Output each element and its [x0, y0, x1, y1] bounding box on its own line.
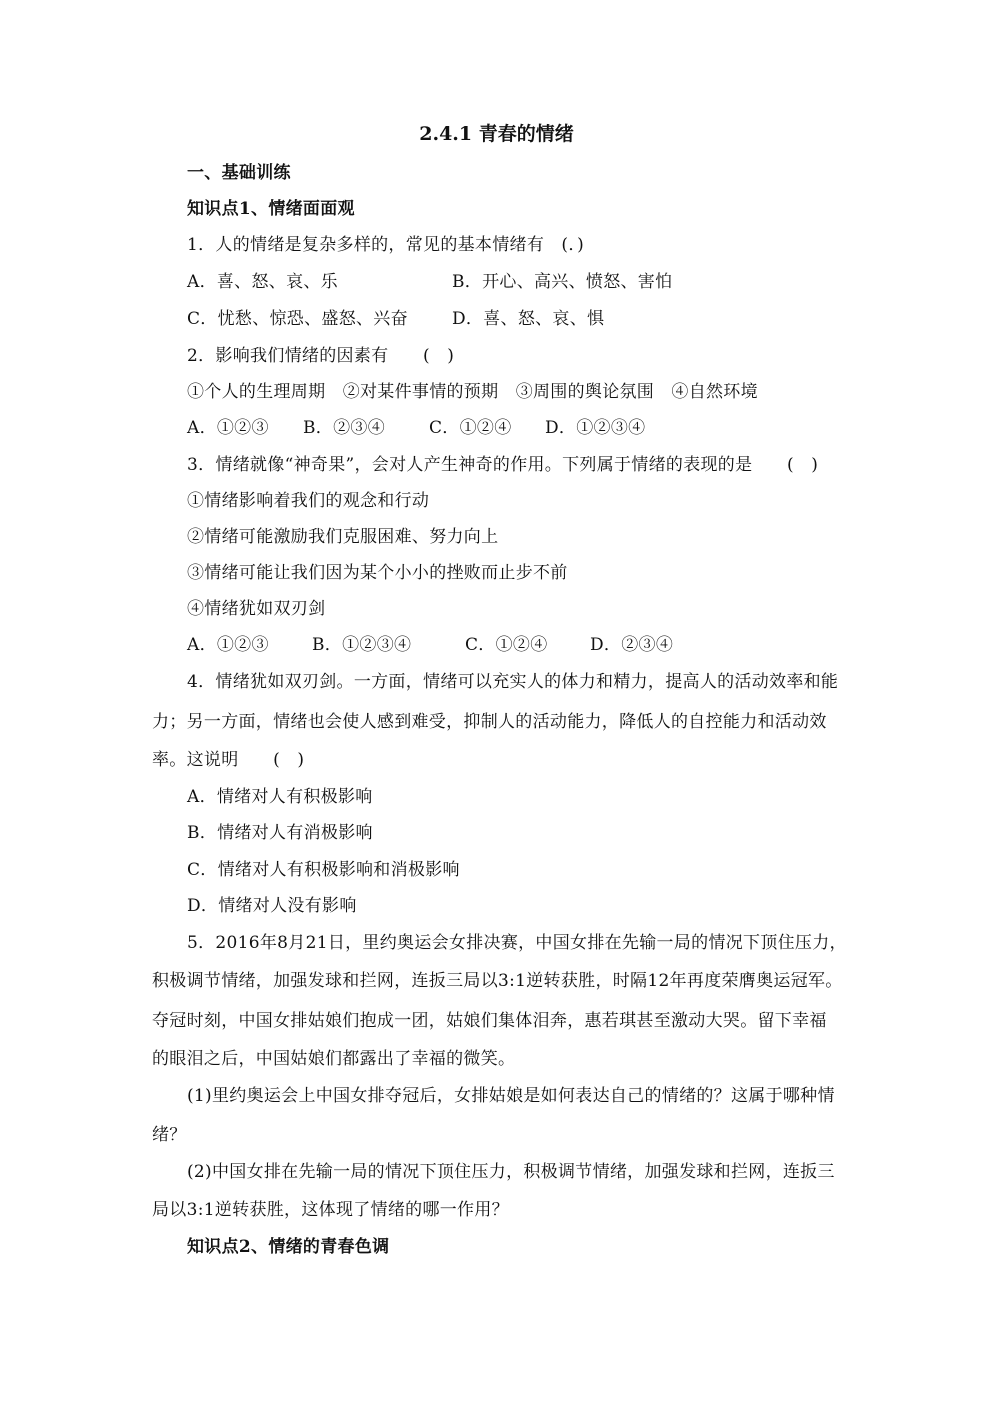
- question-2-stem: 2．影响我们情绪的因素有 ( ): [187, 346, 455, 366]
- knowledge-point-2-heading: 知识点2、情绪的青春色调: [187, 1237, 390, 1257]
- question-2-items: ①个人的生理周期 ②对某件事情的预期 ③周围的舆论氛围 ④自然环境: [187, 382, 758, 402]
- question-5-sub-1-line-1: (1)里约奥运会上中国女排夺冠后，女排姑娘是如何表达自己的情绪的？这属于哪种情: [187, 1086, 835, 1106]
- question-5-line-4: 的眼泪之后，中国姑娘们都露出了幸福的微笑。: [152, 1049, 516, 1069]
- question-3-option-d: D．②③④: [590, 635, 674, 655]
- question-5-sub-1-line-2: 绪？: [152, 1125, 187, 1145]
- question-5-line-2: 积极调节情绪，加强发球和拦网，连扳三局以3:1逆转获胜，时隔12年再度荣膺奥运冠军。: [152, 971, 843, 991]
- question-3-item-4: ④情绪犹如双刃剑: [187, 599, 326, 619]
- question-4-line-3: 率。这说明 ( ): [152, 750, 305, 770]
- question-3-item-1: ①情绪影响着我们的观念和行动: [187, 491, 430, 511]
- question-4-option-c: C．情绪对人有积极影响和消极影响: [187, 860, 460, 880]
- question-3-stem: 3．情绪就像“神奇果”，会对人产生神奇的作用。下列属于情绪的表现的是 ( ): [187, 455, 819, 475]
- question-1-option-b: B．开心、高兴、愤怒、害怕: [452, 272, 673, 292]
- question-3-item-3: ③情绪可能让我们因为某个小小的挫败而止步不前: [187, 563, 568, 583]
- question-2-option-c: C．①②④: [429, 418, 512, 438]
- question-1-option-c: C．忧愁、惊恐、盛怒、兴奋: [187, 309, 408, 329]
- question-5-sub-2-line-1: (2)中国女排在先输一局的情况下顶住压力，积极调节情绪，加强发球和拦网，连扳三: [187, 1162, 835, 1182]
- question-5-line-1: 5．2016年8月21日，里约奥运会女排决赛，中国女排在先输一局的情况下顶住压力，: [187, 933, 847, 953]
- question-3-item-2: ②情绪可能激励我们克服困难、努力向上: [187, 527, 499, 547]
- question-5-sub-2-line-2: 局以3:1逆转获胜，这体现了情绪的哪一作用？: [152, 1200, 509, 1220]
- page-title: 2.4.1 青春的情绪: [419, 123, 574, 145]
- question-2-option-d: D．①②③④: [545, 418, 646, 438]
- question-5-line-3: 夺冠时刻，中国女排姑娘们抱成一团，姑娘们集体泪奔，惠若琪甚至激动大哭。留下幸福: [152, 1011, 827, 1031]
- question-4-option-b: B．情绪对人有消极影响: [187, 823, 373, 843]
- question-4-line-2: 力；另一方面，情绪也会使人感到难受，抑制人的活动能力，降低人的自控能力和活动效: [152, 712, 827, 732]
- section-heading-basic-training: 一、基础训练: [187, 163, 291, 183]
- question-4-option-a: A．情绪对人有积极影响: [187, 787, 373, 807]
- question-3-option-c: C．①②④: [465, 635, 548, 655]
- knowledge-point-1-heading: 知识点1、情绪面面观: [187, 199, 355, 219]
- question-3-option-b: B．①②③④: [312, 635, 412, 655]
- question-2-option-a: A．①②③: [187, 418, 269, 438]
- question-1-stem: 1．人的情绪是复杂多样的，常见的基本情绪有 (．): [187, 235, 585, 255]
- question-1-option-a: A．喜、怒、哀、乐: [187, 272, 338, 292]
- question-4-line-1: 4．情绪犹如双刃剑。一方面，情绪可以充实人的体力和精力，提高人的活动效率和能: [187, 672, 839, 692]
- question-1-option-d: D．喜、怒、哀、惧: [452, 309, 605, 329]
- question-4-option-d: D．情绪对人没有影响: [187, 896, 357, 916]
- question-3-option-a: A．①②③: [187, 635, 269, 655]
- question-2-option-b: B．②③④: [303, 418, 385, 438]
